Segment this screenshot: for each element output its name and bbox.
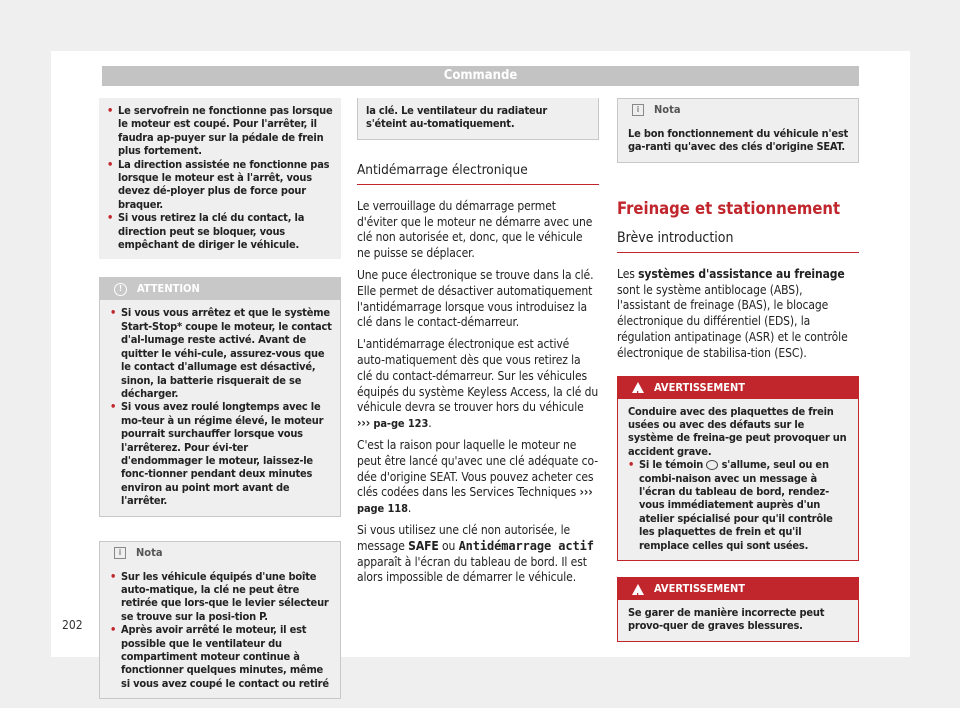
attention-title: ATTENTION <box>137 282 200 296</box>
column-3 <box>617 98 859 642</box>
info-icon: i <box>632 104 644 116</box>
warning-box <box>617 376 859 561</box>
paragraph: Le verrouillage du démarrage permet d'éviter que le moteur ne démarre avec une clé non autorisée et, donc, que le véhicule ne puisse se déplacer. <box>357 198 593 261</box>
list-item: • Le servofrein ne fonctionne pas lorsque le moteur est coupé. Pour l'arrêter, il faudra ap-puyer sur la pédale de frein plus fortement. <box>107 104 333 158</box>
intro-box <box>99 98 341 259</box>
paragraph: Les systèmes d'assistance au freinage sont le système antiblocage (ABS), l'assistant de freinage (BAS), le blocage électronique du différentiel (EDS), la régulation antipatinage (ASR) et le contrôle électronique de stabilisa-tion (ESC). <box>617 266 848 360</box>
message-safe: SAFE <box>408 538 439 553</box>
nota-box <box>617 98 859 163</box>
exclamation-circle-icon: ! <box>114 283 127 296</box>
nota-title: Nota <box>136 545 163 559</box>
nota-box <box>99 541 341 700</box>
nota-body: Le bon fonctionnement du véhicule n'est ga-ranti qu'avec des clés d'origine SEAT. <box>618 121 858 162</box>
list-item: • Sur les véhicule équipés d'une boîte auto-matique, la clé ne peut être retirée que lors-que le levier sélecteur se trouve sur la posi-tion P. <box>110 570 332 624</box>
section-heading: Brève introduction <box>617 230 859 253</box>
page-header: Commande <box>102 66 859 86</box>
warning-title: AVERTISSEMENT <box>654 380 746 394</box>
attention-header <box>100 278 340 300</box>
reference-arrow: ››› <box>579 485 593 500</box>
warning-header <box>618 377 858 399</box>
attention-body <box>100 300 340 515</box>
message-antidemarrage: Antidémarrage actif <box>458 538 594 553</box>
paragraph: Une puce électronique se trouve dans la clé. Elle permet de désactiver automatiquement l'antidémarrage lorsque vous introduisez la clé dans le contact-démarreur. <box>357 268 594 330</box>
list-item: • Si vous retirez la clé du contact, la direction peut se bloquer, vous empêchant de diriger le véhicule. <box>107 211 333 251</box>
reference-arrow: ››› <box>357 416 371 431</box>
attention-box <box>99 277 341 516</box>
list-item: • Si vous avez roulé longtemps avec le mo-teur à un régime élevé, le moteur pourrait surchauffer lorsque vous l'arrêterez. Pour évi-ter d'endommager le moteur, laissez-le fonc-tionner pendant deux minutes environ au point mort avant de l'arrêter. <box>110 400 332 507</box>
warning-triangle-icon: ! <box>632 584 644 595</box>
nota-title: Nota <box>654 103 681 116</box>
list-item: • Après avoir arrêté le moteur, il est possible que le ventilateur du compartiment moteur continue à fonctionner quelques minutes, même si vous avez coupé le contact ou retiré <box>110 623 332 690</box>
warning-body: Conduire avec des plaquettes de frein usées ou avec des défauts sur le système de freina-ge peut provoquer un accident grave. • Si le témoin s'allume, seul ou en combi-naison avec un message à l'écran du tableau de bord, rendez-vous immédiatement auprès d'un atelier spécialisé pour qu'il contrôle les plaquettes de frein et qu'il remplace celles qui sont usées. <box>618 399 858 560</box>
info-icon: i <box>114 547 126 559</box>
paragraph: L'antidémarrage électronique est activé auto-matiquement dès que vous retirez la clé du contact-démarreur. Sur les véhicules équipés du système Keyless Access, la clé du véhicule devra se trouver hors du véhicule ››› pa-ge 123. <box>357 337 599 431</box>
column-1 <box>99 98 341 699</box>
paragraph: C'est la raison pour laquelle le moteur ne peut être lancé qu'avec une clé adéquate co-dée d'origine SEAT. Vous pouvez acheter ces clés codées dans les Services Techniques ››› page 118. <box>357 437 599 516</box>
brake-warning-lamp-icon <box>706 460 718 470</box>
column-2 <box>357 98 599 592</box>
warning-body: Se garer de manière incorrecte peut provo-quer de graves blessures. <box>618 600 858 641</box>
nota-continued-box <box>357 98 599 140</box>
section-heading: Antidémarrage électronique <box>357 162 599 185</box>
warning-header <box>618 578 858 600</box>
list-item: • Si le témoin s'allume, seul ou en combi-naison avec un message à l'écran du tableau de bord, rendez-vous immédiatement auprès d'un atelier spécialisé pour qu'il contrôle les plaquettes de frein et qu'il remplace celles qui sont usées. <box>628 458 850 552</box>
page-reference-link[interactable]: page 118 <box>357 502 408 516</box>
nota-continued-text: la clé. Le ventilateur du radiateur s'éteint au-tomatiquement. <box>366 104 548 131</box>
paragraph: Si vous utilisez une clé non autorisée, le message SAFE ou Antidémarrage actif apparaît à l'écran du tableau de bord. Il est alors impossible de démarrer le véhicule. <box>357 522 594 585</box>
nota-body <box>100 564 340 699</box>
warning-triangle-icon: ! <box>632 382 644 393</box>
list-item: • Si vous vous arrêtez et que le système Start-Stop* coupe le moteur, le contact d'al-lumage reste activé. Avant de quitter le véhi-cule, assurez-vous que le contact d'allumage est désactivé, sinon, la batterie risquerait de se décharger. <box>110 306 332 400</box>
chapter-title: Freinage et stationnement <box>617 198 841 218</box>
page-number: 202 <box>62 618 83 632</box>
list-item: • La direction assistée ne fonctionne pas lorsque le moteur est à l'arrêt, vous devez dé-ployer plus de force pour braquer. <box>107 158 333 212</box>
nota-header <box>618 99 858 121</box>
warning-title: AVERTISSEMENT <box>654 582 746 596</box>
page-reference-link[interactable]: pa-ge 123 <box>373 417 429 431</box>
warning-box <box>617 577 859 642</box>
nota-header <box>100 542 340 564</box>
